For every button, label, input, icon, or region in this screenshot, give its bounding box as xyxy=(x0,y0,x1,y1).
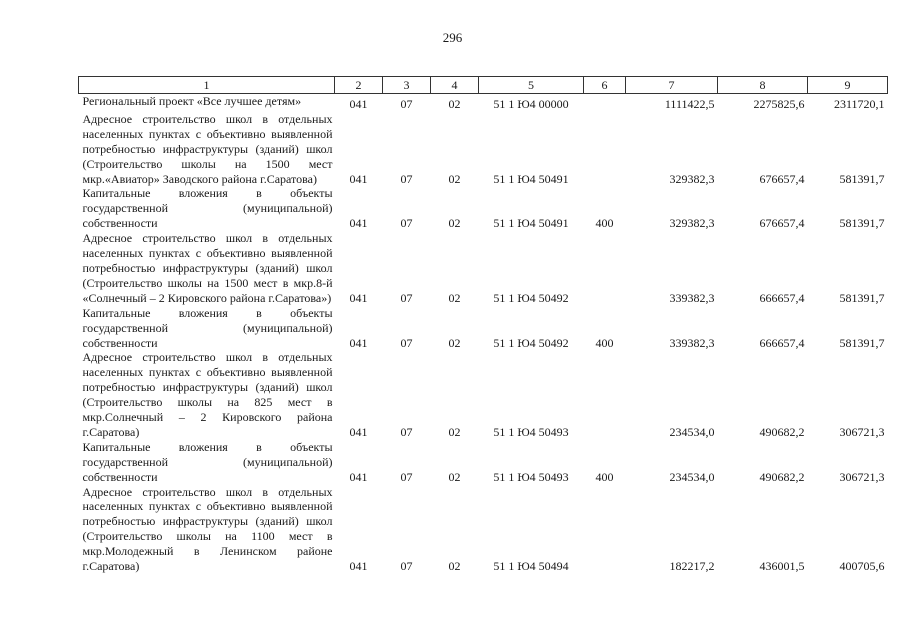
cell-target-code: 51 1 Ю4 50494 xyxy=(493,559,569,574)
cell-amount-8: 676657,4 xyxy=(759,216,805,231)
cell-target-code: 51 1 Ю4 50491 xyxy=(493,171,569,186)
cell-amount-9: 306721,3 xyxy=(839,469,885,484)
column-header: 7 xyxy=(626,77,718,94)
cell-ministry: 041 xyxy=(349,559,368,574)
cell-ministry: 041 xyxy=(349,335,368,350)
table-row xyxy=(79,112,888,187)
cell-subsection: 02 xyxy=(448,424,461,439)
row-name: Адресное строительство школ в отдельных населенных пунктах с объективно выявленной потребностью инфраструктуры (зданий) школ (Строительство школы на 825 мест в мкр.Солнечный – 2 Кировского района г.Саратова) xyxy=(82,350,333,439)
cell-section: 07 xyxy=(400,469,413,484)
cell-expense-type xyxy=(584,231,626,306)
cell-amount-8: 490682,2 xyxy=(759,424,805,439)
column-header: 2 xyxy=(335,77,383,94)
cell-section: 07 xyxy=(400,290,413,305)
cell-expense-type xyxy=(584,94,626,112)
cell-section: 07 xyxy=(400,559,413,574)
cell-target-code: 51 1 Ю4 50492 xyxy=(493,335,569,350)
cell-amount-7: 234534,0 xyxy=(669,424,715,439)
cell-amount-9: 581391,7 xyxy=(839,335,885,350)
row-name: Адресное строительство школ в отдельных населенных пунктах с объективно выявленной потребностью инфраструктуры (зданий) школ (Строительство школы на 1500 мест мкр.«Авиатор» Заводского района г.Саратова) xyxy=(82,111,333,186)
cell-amount-8: 436001,5 xyxy=(759,559,805,574)
cell-amount-7: 1111422,5 xyxy=(664,97,715,111)
cell-amount-9: 400705,6 xyxy=(839,559,885,574)
cell-expense-type xyxy=(584,350,626,439)
cell-target-code: 51 1 Ю4 50491 xyxy=(493,216,569,231)
cell-amount-7: 329382,3 xyxy=(669,171,715,186)
cell-section: 07 xyxy=(400,216,413,231)
cell-section: 07 xyxy=(400,424,413,439)
cell-ministry: 041 xyxy=(349,216,368,231)
cell-amount-9: 581391,7 xyxy=(839,290,885,305)
row-name: Региональный проект «Все лучшее детям» xyxy=(82,94,302,108)
cell-subsection: 02 xyxy=(448,335,461,350)
table-row xyxy=(79,306,888,351)
cell-target-code: 51 1 Ю4 50493 xyxy=(493,469,569,484)
cell-amount-8: 2275825,6 xyxy=(753,97,805,111)
page-number: 296 xyxy=(442,30,463,45)
cell-section: 07 xyxy=(400,335,413,350)
table-row xyxy=(79,350,888,439)
header-row xyxy=(79,77,888,94)
row-name: Капитальные вложения в объекты государственной (муниципальной) собственности xyxy=(82,186,333,231)
cell-ministry: 041 xyxy=(349,171,368,186)
cell-target-code: 51 1 Ю4 50493 xyxy=(493,424,569,439)
row-name: Адресное строительство школ в отдельных населенных пунктах с объективно выявленной потребностью инфраструктуры (зданий) школ (Строительство школы на 1100 мест в мкр.Молодежный в Ленинском районе г.Саратова) xyxy=(82,484,333,574)
cell-amount-9: 581391,7 xyxy=(839,171,885,186)
cell-amount-7: 329382,3 xyxy=(669,216,715,231)
cell-expense-type: 400 xyxy=(595,469,614,484)
table-row xyxy=(79,440,888,485)
cell-amount-8: 666657,4 xyxy=(759,290,805,305)
cell-amount-9: 2311720,1 xyxy=(833,97,885,111)
cell-amount-7: 339382,3 xyxy=(669,335,715,350)
column-header: 6 xyxy=(584,77,626,94)
cell-amount-7: 234534,0 xyxy=(669,469,715,484)
cell-subsection: 02 xyxy=(448,290,461,305)
table-row xyxy=(79,485,888,574)
column-header: 8 xyxy=(718,77,808,94)
cell-amount-7: 339382,3 xyxy=(669,290,715,305)
cell-section: 07 xyxy=(400,171,413,186)
cell-subsection: 02 xyxy=(448,559,461,574)
row-name: Капитальные вложения в объекты государственной (муниципальной) собственности xyxy=(82,305,333,350)
row-name: Капитальные вложения в объекты государственной (муниципальной) собственности xyxy=(82,439,333,484)
cell-amount-9: 306721,3 xyxy=(839,424,885,439)
cell-amount-8: 666657,4 xyxy=(759,335,805,350)
cell-subsection: 02 xyxy=(448,216,461,231)
cell-expense-type xyxy=(584,485,626,574)
cell-ministry: 041 xyxy=(349,469,368,484)
column-header: 3 xyxy=(383,77,431,94)
cell-subsection: 02 xyxy=(448,97,461,111)
cell-ministry: 041 xyxy=(349,290,368,305)
column-header: 5 xyxy=(479,77,584,94)
cell-expense-type xyxy=(584,112,626,187)
cell-amount-8: 676657,4 xyxy=(759,171,805,186)
column-header: 1 xyxy=(79,77,335,94)
cell-ministry: 041 xyxy=(349,424,368,439)
cell-expense-type: 400 xyxy=(595,335,614,350)
cell-amount-7: 182217,2 xyxy=(669,559,715,574)
cell-target-code: 51 1 Ю4 50492 xyxy=(493,290,569,305)
cell-target-code: 51 1 Ю4 00000 xyxy=(493,97,569,111)
cell-section: 07 xyxy=(400,97,413,111)
table-row xyxy=(79,231,888,306)
cell-subsection: 02 xyxy=(448,171,461,186)
cell-amount-9: 581391,7 xyxy=(839,216,885,231)
table-row xyxy=(79,94,888,112)
cell-amount-8: 490682,2 xyxy=(759,469,805,484)
column-header: 4 xyxy=(431,77,479,94)
cell-subsection: 02 xyxy=(448,469,461,484)
row-name: Адресное строительство школ в отдельных населенных пунктах с объективно выявленной потребностью инфраструктуры (зданий) школ (Строительство школы на 1500 мест в мкр.8-й «Солнечный – 2 Кировского района г.Саратова») xyxy=(82,231,333,305)
cell-expense-type: 400 xyxy=(595,216,614,231)
budget-table xyxy=(78,76,888,574)
cell-ministry: 041 xyxy=(349,97,368,111)
table-row xyxy=(79,186,888,231)
column-header: 9 xyxy=(808,77,888,94)
